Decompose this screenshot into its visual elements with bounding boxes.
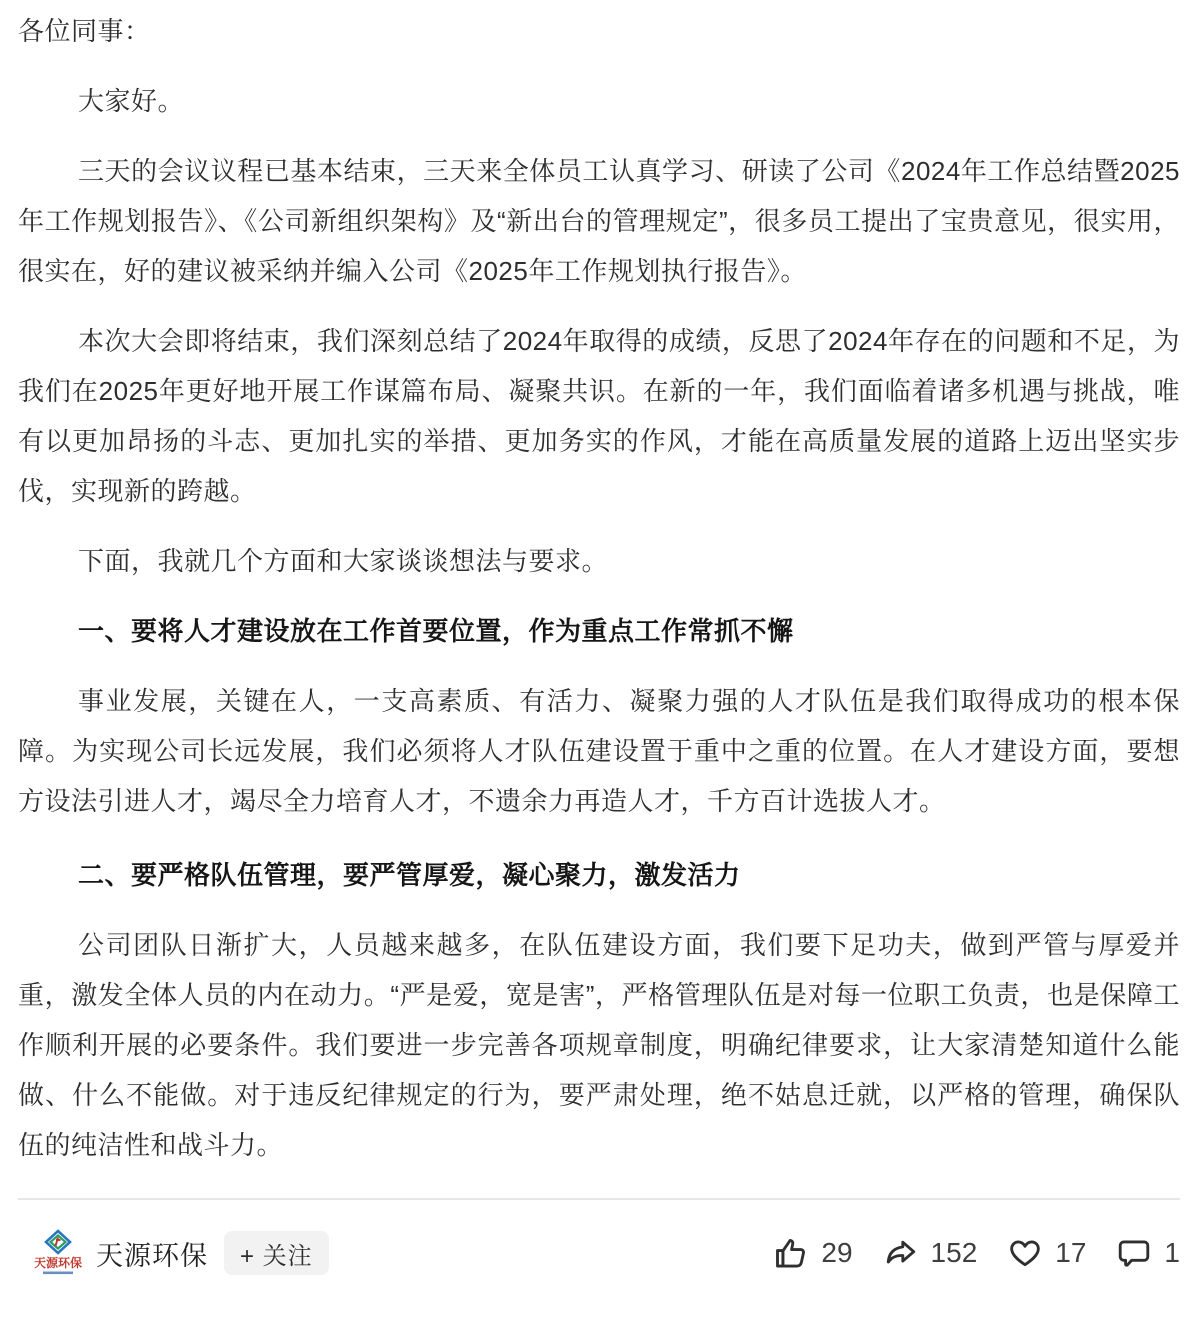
follow-button[interactable]: + 关注 <box>224 1231 329 1275</box>
salutation-text: 各位同事： <box>18 16 151 46</box>
paragraph-4: 事业发展，关键在人，一支高素质、有活力、凝聚力强的人才队伍是我们取得成功的根本保障。为实现公司长远发展，我们必须将人才队伍建设置于重中之重的位置。在人才建设方面，要想方设法引进人才，竭尽全力培育人才，不遗余力再造人才，千方百计选拔人才。 <box>18 686 1180 816</box>
engagement-stats <box>773 1235 1180 1271</box>
comment-count: 1 <box>1164 1237 1180 1268</box>
paragraph-5: 公司团队日渐扩大，人员越来越多，在队伍建设方面，我们要下足功夫，做到严管与厚爱并重，激发全体人员的内在动力。“严是爱，宽是害”，严格管理队伍是对每一位职工负责，也是保障工作顺利开展的必要条件。我们要进一步完善各项规章制度，明确纪律要求，让大家清楚知道什么能做、什么不能做。对于违反纪律规定的行为，要严肃处理，绝不姑息迁就，以严格的管理，确保队伍的纯洁性和战斗力。 <box>18 930 1180 1160</box>
paragraph-3: 下面，我就几个方面和大家谈谈想法与要求。 <box>78 546 609 576</box>
heart-icon <box>1007 1235 1043 1271</box>
svg-text:天源环保: 天源环保 <box>33 1256 83 1270</box>
like-count: 29 <box>821 1237 853 1268</box>
section-heading-2: 二、要严格队伍管理，要严管厚爱，凝心聚力，激发活力 <box>78 860 741 890</box>
share-icon <box>883 1235 919 1271</box>
footer-bar <box>18 1198 1180 1282</box>
company-logo-icon <box>30 1225 86 1281</box>
paragraph-greeting: 大家好。 <box>78 86 185 116</box>
paragraph-2: 本次大会即将结束，我们深刻总结了2024年取得的成绩，反思了2024年存在的问题和不足，为我们在2025年更好地开展工作谋篇布局、凝聚共识。在新的一年，我们面临着诸多机遇与挑战，唯有以更加昂扬的斗志、更加扎实的举措、更加务实的作风，才能在高质量发展的道路上迈出坚实步伐，实现新的跨越。 <box>18 326 1180 506</box>
section-heading-1: 一、要将人才建设放在工作首要位置，作为重点工作常抓不懈 <box>78 616 794 646</box>
share-count: 152 <box>930 1237 978 1268</box>
comment-button[interactable] <box>1116 1235 1180 1271</box>
salutation <box>18 6 1180 56</box>
author-info <box>18 1225 329 1281</box>
like-button[interactable] <box>773 1235 852 1271</box>
share-button[interactable] <box>883 1235 978 1271</box>
thumbs-up-icon <box>773 1235 809 1271</box>
avatar[interactable] <box>30 1225 86 1281</box>
author-name[interactable]: 天源环保 <box>96 1240 208 1271</box>
heart-button[interactable] <box>1007 1235 1086 1271</box>
paragraph-1: 三天的会议议程已基本结束，三天来全体员工认真学习、研读了公司《2024年工作总结暨2025年工作规划报告》、《公司新组织架构》及“新出台的管理规定”，很多员工提出了宝贵意见，很实用，很实在，好的建议被采纳并编入公司《2025年工作规划执行报告》。 <box>18 156 1180 286</box>
heart-count: 17 <box>1055 1237 1087 1268</box>
comment-icon <box>1116 1235 1152 1271</box>
